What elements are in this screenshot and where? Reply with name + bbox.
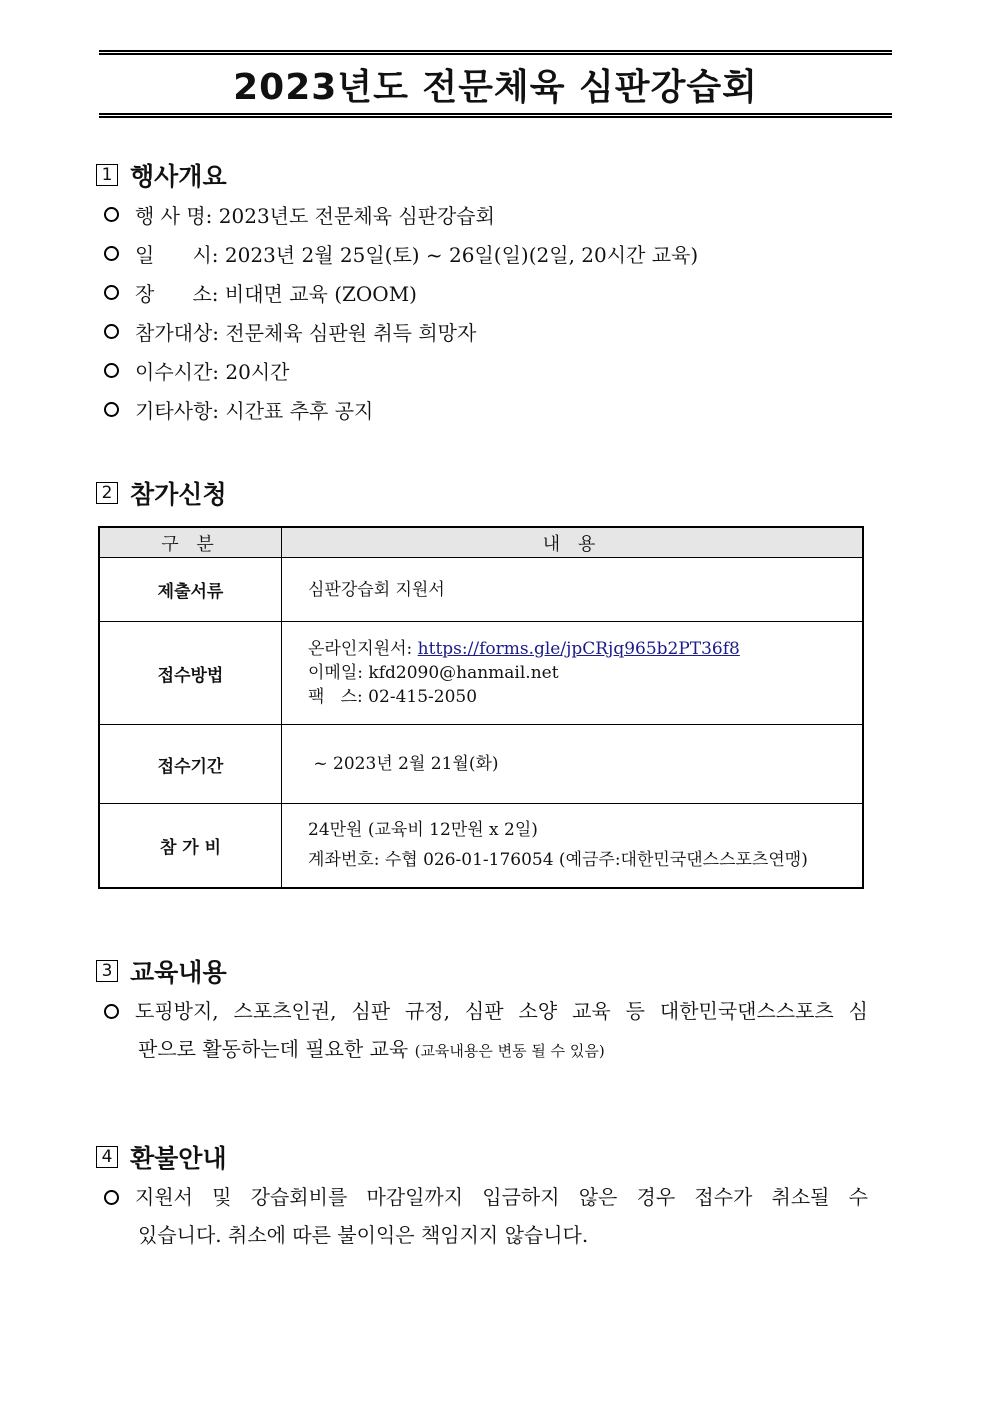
fee-line: 24만원 (교육비 12만원 x 2일)	[308, 820, 538, 841]
section-title: 행사개요	[130, 162, 227, 191]
row-value	[282, 804, 864, 888]
title-box	[99, 50, 892, 118]
overview-label: 장 소:	[135, 282, 219, 306]
row-value: ~ 2023년 2월 21월(화)	[282, 725, 864, 804]
section-number: 3	[96, 960, 118, 982]
overview-value: 20시간	[225, 360, 290, 384]
table-row	[99, 804, 863, 888]
fax-line: 팩 스: 02-415-2050	[308, 687, 478, 707]
section-number: 4	[96, 1146, 118, 1168]
online-application-line	[308, 637, 862, 661]
overview-item-etc	[104, 395, 373, 424]
table-row	[99, 622, 863, 725]
bullet-circle-icon	[104, 285, 119, 300]
education-line-2	[104, 1030, 868, 1070]
row-label: 접수기간	[99, 725, 282, 804]
bullet-circle-icon	[104, 1190, 119, 1205]
section-title: 환불안내	[130, 1144, 227, 1173]
row-label: 참 가 비	[99, 804, 282, 888]
table-row	[99, 558, 863, 622]
row-label: 제출서류	[99, 558, 282, 622]
section-title: 참가신청	[130, 480, 227, 509]
refund-line-2: 있습니다. 취소에 따른 불이익은 책임지지 않습니다.	[138, 1223, 589, 1247]
bullet-circle-icon	[104, 207, 119, 222]
overview-label: 기타사항:	[135, 399, 220, 423]
online-label: 온라인지원서:	[308, 639, 418, 659]
row-value	[282, 622, 864, 725]
overview-label: 일 시:	[135, 243, 219, 267]
overview-value: 전문체육 심판원 취득 희망자	[225, 321, 477, 345]
overview-item-target	[104, 317, 476, 346]
overview-item-date	[104, 239, 698, 268]
page-title: 2023년도 전문체육 심판강습회	[233, 66, 758, 108]
overview-value: 비대면 교육 (ZOOM)	[224, 282, 417, 306]
section-number: 1	[96, 164, 118, 186]
education-line-1: 도핑방지, 스포츠인권, 심판 규정, 심판 소양 교육 등 대한민국댄스스포츠 심	[135, 999, 868, 1023]
section-title: 교육내용	[130, 958, 227, 987]
overview-label: 참가대상:	[135, 321, 220, 345]
overview-item-place	[104, 278, 417, 307]
table-header-category: 구 분	[99, 527, 282, 558]
overview-label: 행 사 명:	[135, 204, 213, 228]
table-row	[99, 725, 863, 804]
bullet-circle-icon	[104, 246, 119, 261]
refund-line-1: 지원서 및 강습회비를 마감일까지 입금하지 않은 경우 접수가 취소될 수	[135, 1185, 868, 1209]
refund-paragraph	[104, 1178, 868, 1254]
bullet-circle-icon	[104, 1004, 119, 1019]
email-line: 이메일: kfd2090@hanmail.net	[308, 663, 559, 683]
table-header-row	[99, 527, 863, 558]
row-label: 접수방법	[99, 622, 282, 725]
section-number: 2	[96, 482, 118, 504]
overview-value: 2023년도 전문체육 심판강습회	[218, 204, 495, 228]
education-line-2-text: 판으로 활동하는데 필요한 교육	[138, 1037, 415, 1061]
row-value: 심판강습회 지원서	[282, 558, 864, 622]
education-note: (교육내용은 변동 될 수 있음)	[414, 1042, 605, 1060]
overview-value: 시간표 추후 공지	[225, 399, 374, 423]
section-education-heading	[96, 953, 227, 989]
overview-label: 이수시간:	[135, 360, 220, 384]
section-overview-heading	[96, 157, 227, 193]
section-apply-heading	[96, 475, 227, 511]
bullet-circle-icon	[104, 363, 119, 378]
overview-item-hours	[104, 356, 289, 385]
education-paragraph	[104, 992, 868, 1070]
overview-value: 2023년 2월 25일(토) ~ 26일(일)(2일, 20시간 교육)	[224, 243, 699, 267]
table-header-content: 내 용	[282, 527, 864, 558]
bullet-circle-icon	[104, 402, 119, 417]
overview-item-event-name	[104, 200, 495, 229]
account-line: 계좌번호: 수협 026-01-176054 (예금주:대한민국댄스스포츠연맹)	[308, 850, 808, 871]
online-form-link[interactable]: https://forms.gle/jpCRjq965b2PT36f8	[417, 639, 740, 659]
application-table	[98, 526, 864, 889]
bullet-circle-icon	[104, 324, 119, 339]
section-refund-heading	[96, 1139, 227, 1175]
